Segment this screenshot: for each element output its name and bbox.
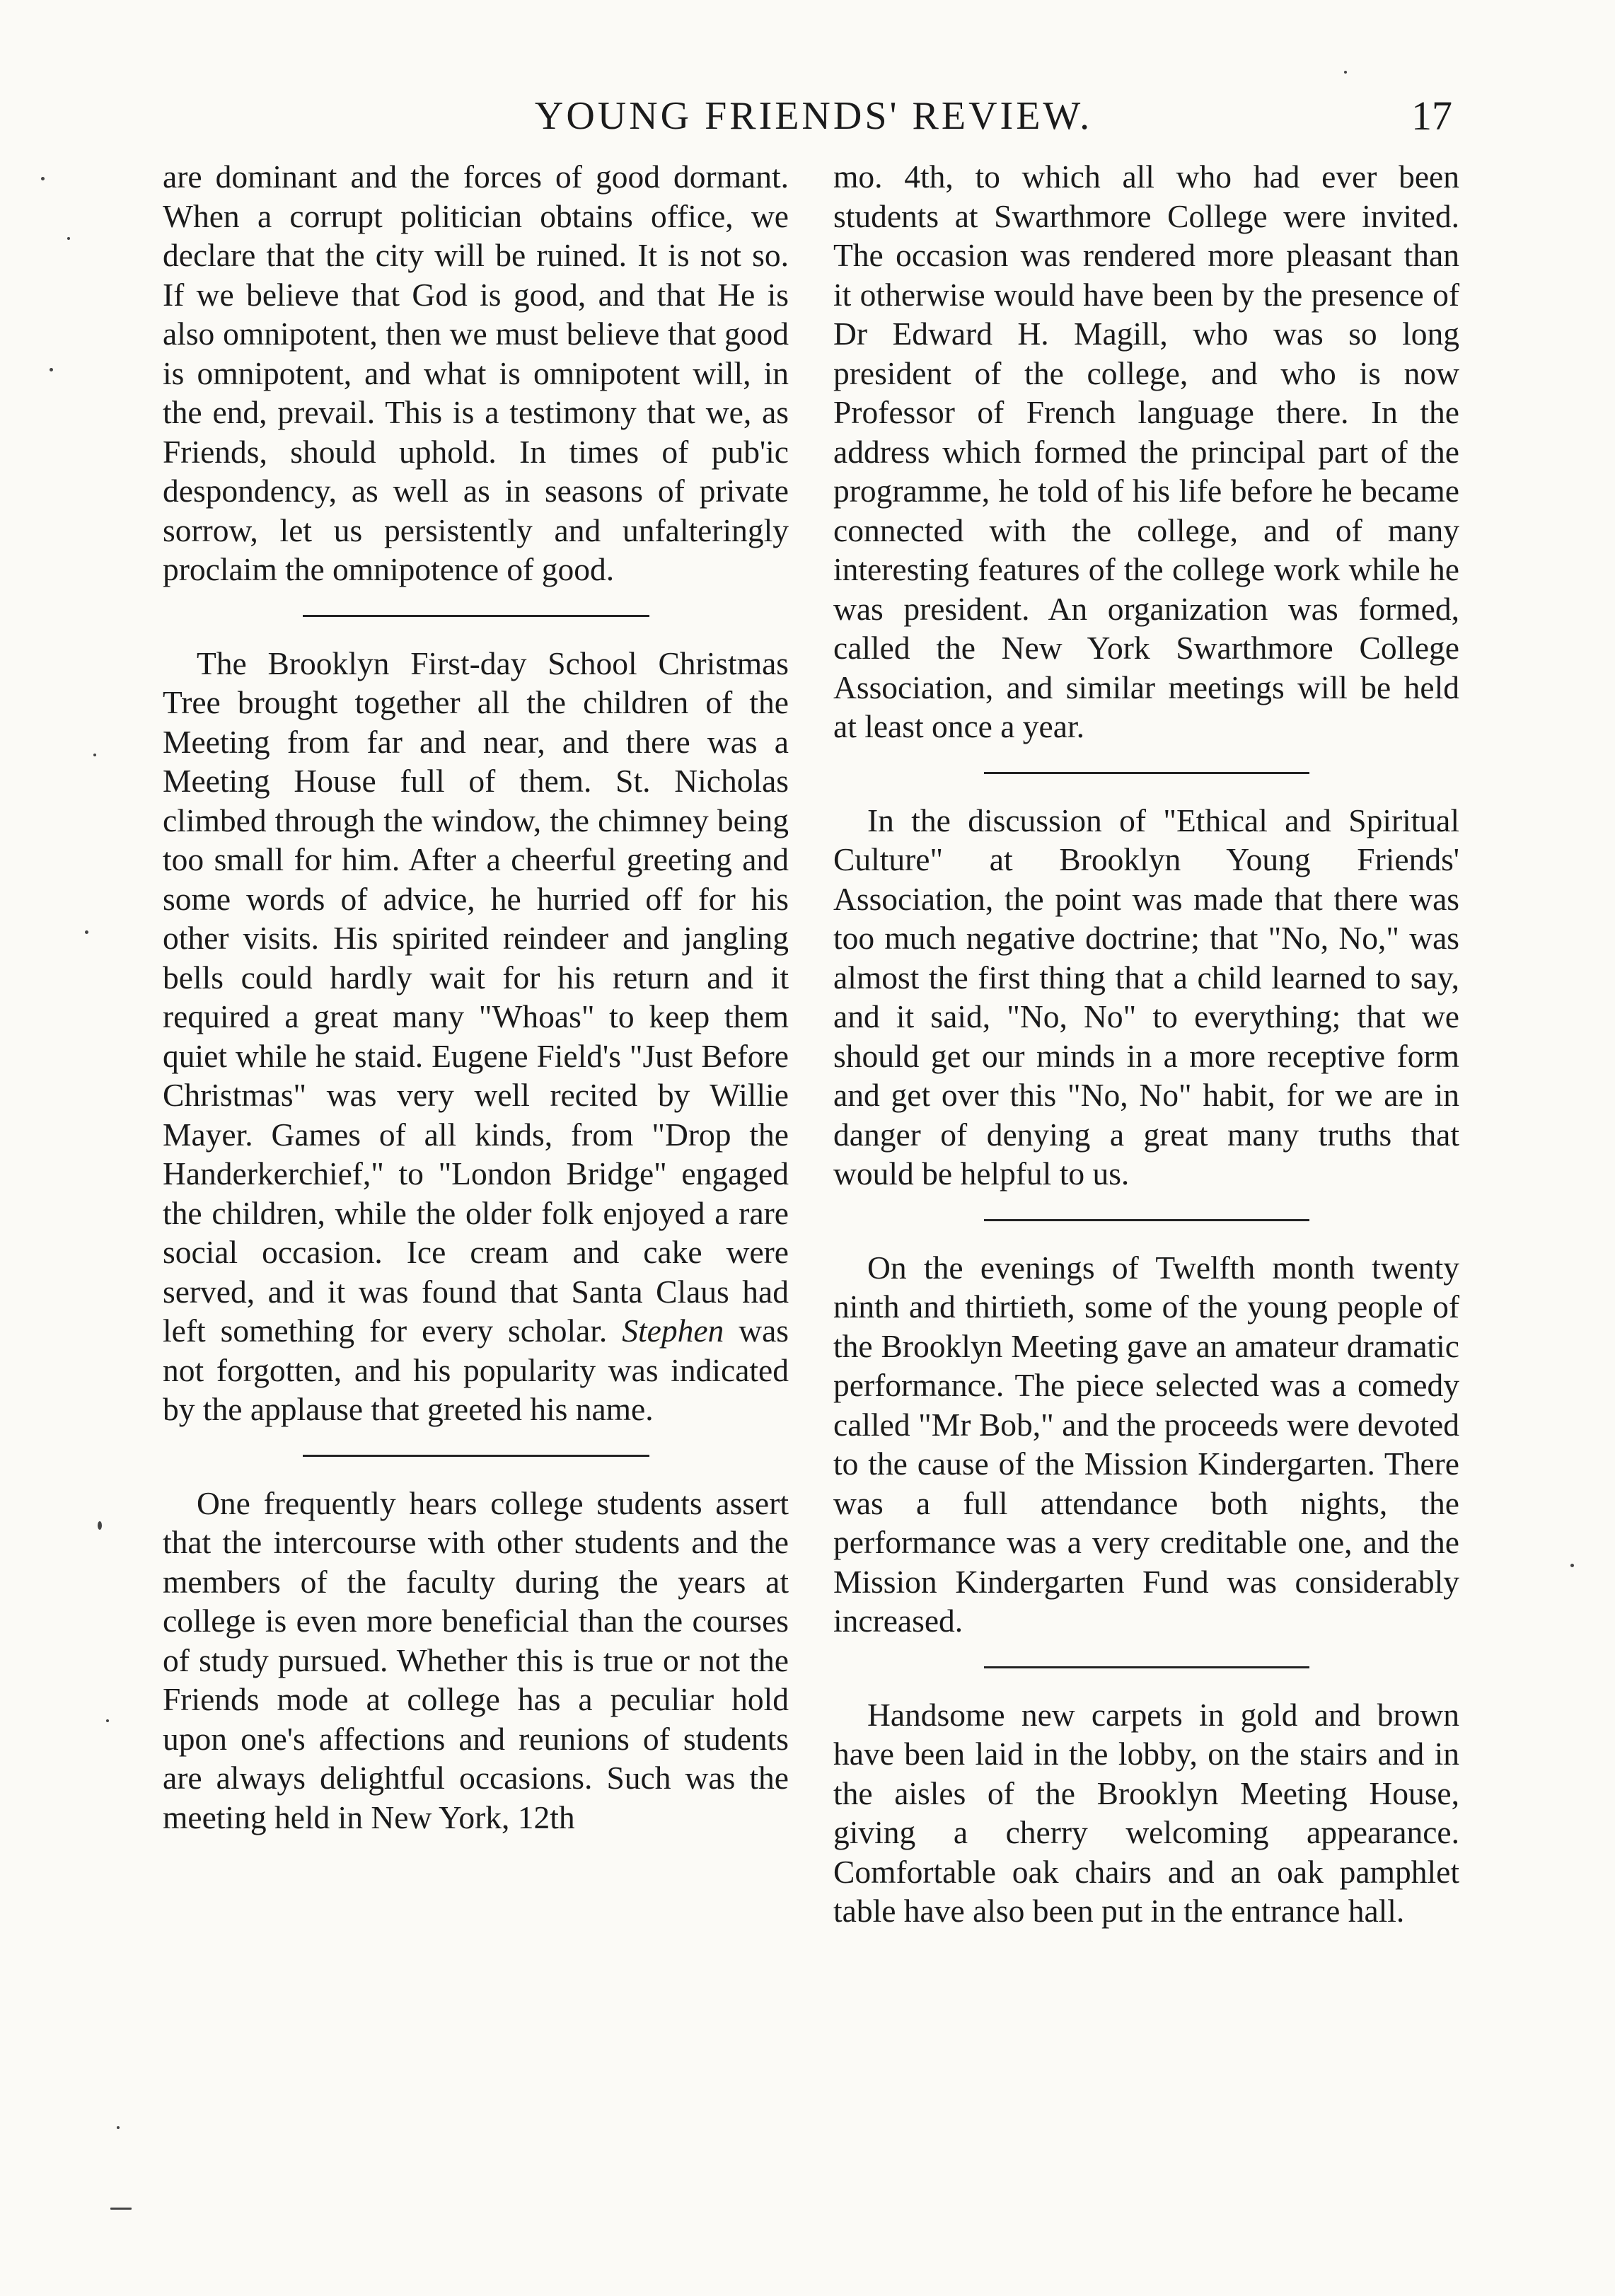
section-divider — [303, 615, 649, 617]
section-divider — [303, 1455, 649, 1457]
paragraph-swarthmore-meeting: mo. 4th, to which all who had ever been students at Swarthmore College were invited. The occasion was rendered more pleasant than it otherwise would have been by the presence of Dr Edward H. Magill, who was so long president of the college, and who is now Professor of French language there. In the address which formed the principal part of the programme, he told of his life before he became connected with the college, and of many interesting features of the college work while he was president. An organization was formed, called the New York Swarthmore College Association, and similar meetings will be held at least once a year. — [833, 158, 1459, 744]
paragraph-ethical-culture: In the discussion of "Ethical and Spiritual Culture" at Brooklyn Young Friends' Association, the point was made that there was too much negative doctrine; that "No, No," was almost the first thing that a child learned to say, and it said, "No, No" to everything; that we should get our minds in a more receptive form and get over this "No, No" habit, for we are in danger of denying a great many truths that would be helpful to us. — [833, 802, 1459, 1192]
stephen-italic: Stephen — [622, 1313, 724, 1349]
paragraph-omnipotence-of-good: are dominant and the forces of good dormant. When a corrupt politician obtains office, we declare that the city will be ruined. It is not so. If we believe that God is good, and that He is also omnipotent, then we must believe that good is omnipotent, and what is omnipotent will, in the end, prevail. This is a testimony that we, as Friends, should uphold. In times of pub'ic despondency, as well as in seasons of private sorrow, let us persistently and unfalteringly proclaim the omnipotence of good. — [163, 158, 789, 587]
section-divider — [984, 1666, 1309, 1668]
margin-speck — [1570, 1564, 1574, 1567]
margin-speck — [67, 237, 70, 240]
left-column — [163, 157, 789, 1837]
page-number: 17 — [1411, 93, 1452, 139]
paragraph-dramatic-performance: On the evenings of Twelfth month twenty ninth and thirtieth, some of the young people of the Brooklyn Meeting gave an amateur dramatic performance. The piece selected was a comedy called "Mr Bob," and the proceeds were devoted to the cause of the Mission Kindergarten. There was a full attendance both nights, the performance was a very creditable one, and the Mission Kindergarten Fund was considerably increased. — [833, 1249, 1459, 1639]
section-divider — [984, 1219, 1309, 1221]
margin-speck — [106, 1719, 109, 1722]
christmas-text-before: The Brooklyn First-day School Christmas Tree brought together all the children of the Meeting from far and near, and there was a Meeting House full of them. St. Nicholas climbed through the window, the chimney being too small for him. After a cheerful greeting and some words of advice, he hurried off for his other visits. His spirited reindeer and jangling bells could hardly wait for his return and it required a great many "Whoas" to keep them quiet while he staid. Eugene Field's "Just Before Christmas" was very well recited by Willie Mayer. Games of all kinds, from "Drop the Handerkerchief," to "London Bridge" engaged the children, while the older folk enjoyed a rare social occasion. Ice cream and cake were served, and it was found that Santa Claus had left something for every scholar. — [163, 645, 789, 1349]
margin-speck — [93, 754, 96, 756]
paragraph-college-reunions: One frequently hears college students assert that the intercourse with other students and the members of the faculty during the years at college is even more beneficial than the courses of study pursued. Whether this is true or not the Friends mode at college has a peculiar hold upon one's affections and reunions of students are always delightful occasions. Such was the meeting held in New York, 12th — [163, 1484, 789, 1835]
running-head: YOUNG FRIENDS' REVIEW. — [534, 94, 1093, 138]
margin-speck — [41, 177, 45, 180]
christmas-text-after: was not forgotten, and his popularity was indicated by the applause that greeted his name. — [163, 1313, 789, 1427]
margin-speck — [117, 2126, 120, 2129]
margin-speck — [1344, 71, 1347, 74]
section-divider — [984, 772, 1309, 774]
margin-speck — [110, 2208, 132, 2210]
right-column — [833, 157, 1459, 1931]
paragraph-new-carpets: Handsome new carpets in gold and brown have been laid in the lobby, on the stairs and in the aisles of the Brooklyn Meeting House, giving a cherry welcoming appearance. Comfortable oak chairs and an oak pamphlet table have also been put in the entrance hall. — [833, 1696, 1459, 1929]
margin-speck — [85, 930, 88, 934]
margin-speck — [98, 1521, 102, 1530]
paragraph-christmas-tree — [163, 644, 789, 1429]
margin-speck — [50, 368, 53, 371]
